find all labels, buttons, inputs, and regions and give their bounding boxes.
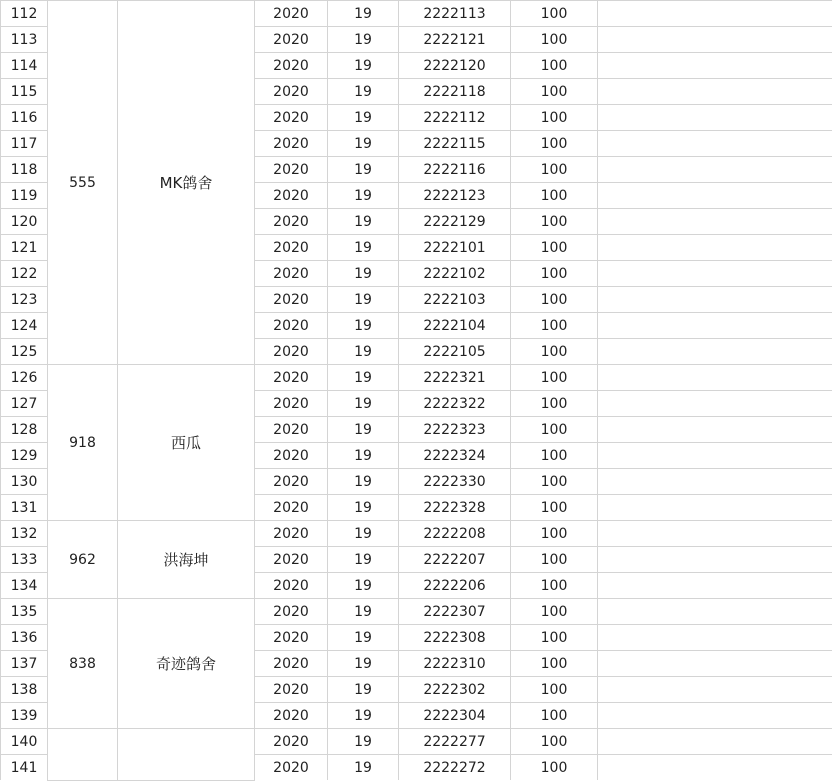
empty-cell[interactable]: [598, 417, 832, 443]
year-cell[interactable]: 2020: [255, 755, 328, 781]
loft-name-cell[interactable]: 西瓜: [118, 365, 255, 521]
loft-code-cell[interactable]: [48, 729, 118, 781]
score-cell[interactable]: 100: [511, 209, 598, 235]
ring-number-cell[interactable]: 2222304: [399, 703, 511, 729]
year-cell[interactable]: 2020: [255, 469, 328, 495]
empty-cell[interactable]: [598, 547, 832, 573]
age-cell[interactable]: 19: [328, 339, 399, 365]
score-cell[interactable]: 100: [511, 599, 598, 625]
year-cell[interactable]: 2020: [255, 53, 328, 79]
score-cell[interactable]: 100: [511, 391, 598, 417]
year-cell[interactable]: 2020: [255, 183, 328, 209]
score-cell[interactable]: 100: [511, 105, 598, 131]
score-cell[interactable]: 100: [511, 131, 598, 157]
score-cell[interactable]: 100: [511, 729, 598, 755]
ring-number-cell[interactable]: 2222113: [399, 1, 511, 27]
row-number: 129: [1, 443, 48, 469]
loft-name-cell[interactable]: 洪海坤: [118, 521, 255, 599]
year-cell[interactable]: 2020: [255, 105, 328, 131]
ring-number-cell[interactable]: 2222118: [399, 79, 511, 105]
empty-cell[interactable]: [598, 573, 832, 599]
empty-cell[interactable]: [598, 1, 832, 27]
ring-number-cell[interactable]: 2222112: [399, 105, 511, 131]
ring-number-cell[interactable]: 2222104: [399, 313, 511, 339]
year-cell[interactable]: 2020: [255, 235, 328, 261]
row-number: 141: [1, 755, 48, 781]
year-cell[interactable]: 2020: [255, 209, 328, 235]
age-cell[interactable]: 19: [328, 53, 399, 79]
score-cell[interactable]: 100: [511, 53, 598, 79]
row-number: 120: [1, 209, 48, 235]
ring-number-cell[interactable]: 2222328: [399, 495, 511, 521]
ring-number-cell[interactable]: 2222277: [399, 729, 511, 755]
empty-cell[interactable]: [598, 391, 832, 417]
year-cell[interactable]: 2020: [255, 1, 328, 27]
age-cell[interactable]: 19: [328, 677, 399, 703]
empty-cell[interactable]: [598, 313, 832, 339]
year-cell[interactable]: 2020: [255, 573, 328, 599]
empty-cell[interactable]: [598, 235, 832, 261]
row-number: 139: [1, 703, 48, 729]
year-cell[interactable]: 2020: [255, 547, 328, 573]
loft-name-cell[interactable]: 奇迹鸽舍: [118, 599, 255, 729]
ring-number-cell[interactable]: 2222324: [399, 443, 511, 469]
year-cell[interactable]: 2020: [255, 443, 328, 469]
year-cell[interactable]: 2020: [255, 339, 328, 365]
loft-name-cell[interactable]: MK鸽舍: [118, 1, 255, 365]
year-cell[interactable]: 2020: [255, 651, 328, 677]
empty-cell[interactable]: [598, 27, 832, 53]
age-cell[interactable]: 19: [328, 495, 399, 521]
score-cell[interactable]: 100: [511, 261, 598, 287]
year-cell[interactable]: 2020: [255, 287, 328, 313]
empty-cell[interactable]: [598, 599, 832, 625]
empty-cell[interactable]: [598, 79, 832, 105]
row-number: 136: [1, 625, 48, 651]
row-number: 115: [1, 79, 48, 105]
score-cell[interactable]: 100: [511, 443, 598, 469]
age-cell[interactable]: 19: [328, 287, 399, 313]
year-cell[interactable]: 2020: [255, 27, 328, 53]
empty-cell[interactable]: [598, 677, 832, 703]
ring-number-cell[interactable]: 2222121: [399, 27, 511, 53]
score-cell[interactable]: 100: [511, 417, 598, 443]
ring-number-cell[interactable]: 2222208: [399, 521, 511, 547]
empty-cell[interactable]: [598, 365, 832, 391]
row-number: 125: [1, 339, 48, 365]
empty-cell[interactable]: [598, 443, 832, 469]
age-cell[interactable]: 19: [328, 105, 399, 131]
row-number: 135: [1, 599, 48, 625]
ring-number-cell[interactable]: 2222308: [399, 625, 511, 651]
ring-number-cell[interactable]: 2222123: [399, 183, 511, 209]
row-number: 131: [1, 495, 48, 521]
year-cell[interactable]: 2020: [255, 677, 328, 703]
age-cell[interactable]: 19: [328, 625, 399, 651]
age-cell[interactable]: 19: [328, 651, 399, 677]
year-cell[interactable]: 2020: [255, 131, 328, 157]
empty-cell[interactable]: [598, 521, 832, 547]
row-number: 118: [1, 157, 48, 183]
row-number: 121: [1, 235, 48, 261]
loft-name-cell[interactable]: [118, 729, 255, 781]
score-cell[interactable]: 100: [511, 469, 598, 495]
year-cell[interactable]: 2020: [255, 365, 328, 391]
year-cell[interactable]: 2020: [255, 599, 328, 625]
table-row: [1, 599, 832, 625]
empty-cell[interactable]: [598, 651, 832, 677]
age-cell[interactable]: 19: [328, 365, 399, 391]
age-cell[interactable]: 19: [328, 209, 399, 235]
row-number: 134: [1, 573, 48, 599]
age-cell[interactable]: 19: [328, 599, 399, 625]
age-cell[interactable]: 19: [328, 1, 399, 27]
ring-number-cell[interactable]: 2222103: [399, 287, 511, 313]
row-number: 128: [1, 417, 48, 443]
score-cell[interactable]: 100: [511, 157, 598, 183]
table-row: [1, 1, 832, 27]
empty-cell[interactable]: [598, 729, 832, 755]
age-cell[interactable]: 19: [328, 261, 399, 287]
age-cell[interactable]: 19: [328, 131, 399, 157]
table-row: [1, 729, 832, 755]
year-cell[interactable]: 2020: [255, 313, 328, 339]
empty-cell[interactable]: [598, 339, 832, 365]
age-cell[interactable]: 19: [328, 157, 399, 183]
score-cell[interactable]: 100: [511, 651, 598, 677]
score-cell[interactable]: 100: [511, 625, 598, 651]
row-number: 133: [1, 547, 48, 573]
score-cell[interactable]: 100: [511, 521, 598, 547]
empty-cell[interactable]: [598, 469, 832, 495]
ring-number-cell[interactable]: 2222321: [399, 365, 511, 391]
ring-number-cell[interactable]: 2222272: [399, 755, 511, 781]
row-number: 137: [1, 651, 48, 677]
row-number: 116: [1, 105, 48, 131]
row-number: 140: [1, 729, 48, 755]
ring-number-cell[interactable]: 2222206: [399, 573, 511, 599]
row-number: 114: [1, 53, 48, 79]
age-cell[interactable]: 19: [328, 469, 399, 495]
year-cell[interactable]: 2020: [255, 417, 328, 443]
empty-cell[interactable]: [598, 287, 832, 313]
year-cell[interactable]: 2020: [255, 261, 328, 287]
score-cell[interactable]: 100: [511, 79, 598, 105]
score-cell[interactable]: 100: [511, 235, 598, 261]
age-cell[interactable]: 19: [328, 573, 399, 599]
empty-cell[interactable]: [598, 261, 832, 287]
year-cell[interactable]: 2020: [255, 157, 328, 183]
row-number: 117: [1, 131, 48, 157]
age-cell[interactable]: 19: [328, 313, 399, 339]
ring-number-cell[interactable]: 2222207: [399, 547, 511, 573]
row-number: 123: [1, 287, 48, 313]
loft-code-cell[interactable]: 918: [48, 365, 118, 521]
ring-number-cell[interactable]: 2222323: [399, 417, 511, 443]
age-cell[interactable]: 19: [328, 27, 399, 53]
empty-cell[interactable]: [598, 625, 832, 651]
score-cell[interactable]: 100: [511, 27, 598, 53]
year-cell[interactable]: 2020: [255, 391, 328, 417]
age-cell[interactable]: 19: [328, 729, 399, 755]
loft-code-cell[interactable]: 962: [48, 521, 118, 599]
score-cell[interactable]: 100: [511, 1, 598, 27]
ring-number-cell[interactable]: 2222116: [399, 157, 511, 183]
age-cell[interactable]: 19: [328, 183, 399, 209]
row-number: 138: [1, 677, 48, 703]
age-cell[interactable]: 19: [328, 391, 399, 417]
ring-number-cell[interactable]: 2222120: [399, 53, 511, 79]
age-cell[interactable]: 19: [328, 521, 399, 547]
age-cell[interactable]: 19: [328, 703, 399, 729]
score-cell[interactable]: 100: [511, 339, 598, 365]
ring-number-cell[interactable]: 2222102: [399, 261, 511, 287]
loft-code-cell[interactable]: 838: [48, 599, 118, 729]
empty-cell[interactable]: [598, 131, 832, 157]
ring-number-cell[interactable]: 2222330: [399, 469, 511, 495]
empty-cell[interactable]: [598, 53, 832, 79]
year-cell[interactable]: 2020: [255, 729, 328, 755]
score-cell[interactable]: 100: [511, 547, 598, 573]
score-cell[interactable]: 100: [511, 703, 598, 729]
year-cell[interactable]: 2020: [255, 495, 328, 521]
year-cell[interactable]: 2020: [255, 625, 328, 651]
age-cell[interactable]: 19: [328, 443, 399, 469]
score-cell[interactable]: 100: [511, 495, 598, 521]
year-cell[interactable]: 2020: [255, 521, 328, 547]
empty-cell[interactable]: [598, 209, 832, 235]
age-cell[interactable]: 19: [328, 547, 399, 573]
score-cell[interactable]: 100: [511, 755, 598, 781]
ring-number-cell[interactable]: 2222105: [399, 339, 511, 365]
year-cell[interactable]: 2020: [255, 703, 328, 729]
score-cell[interactable]: 100: [511, 573, 598, 599]
age-cell[interactable]: 19: [328, 79, 399, 105]
ring-number-cell[interactable]: 2222307: [399, 599, 511, 625]
score-cell[interactable]: 100: [511, 313, 598, 339]
ring-number-cell[interactable]: 2222302: [399, 677, 511, 703]
table-row: [1, 521, 832, 547]
ring-number-cell[interactable]: 2222101: [399, 235, 511, 261]
empty-cell[interactable]: [598, 157, 832, 183]
score-cell[interactable]: 100: [511, 365, 598, 391]
table-row: [1, 365, 832, 391]
empty-cell[interactable]: [598, 183, 832, 209]
score-cell[interactable]: 100: [511, 677, 598, 703]
loft-code-cell[interactable]: 555: [48, 1, 118, 365]
age-cell[interactable]: 19: [328, 755, 399, 781]
empty-cell[interactable]: [598, 105, 832, 131]
row-number: 127: [1, 391, 48, 417]
row-number: 119: [1, 183, 48, 209]
age-cell[interactable]: 19: [328, 235, 399, 261]
age-cell[interactable]: 19: [328, 417, 399, 443]
empty-cell[interactable]: [598, 703, 832, 729]
row-number: 122: [1, 261, 48, 287]
score-cell[interactable]: 100: [511, 287, 598, 313]
row-number: 126: [1, 365, 48, 391]
ring-number-cell[interactable]: 2222310: [399, 651, 511, 677]
ring-number-cell[interactable]: 2222115: [399, 131, 511, 157]
year-cell[interactable]: 2020: [255, 79, 328, 105]
ring-number-cell[interactable]: 2222129: [399, 209, 511, 235]
row-number: 132: [1, 521, 48, 547]
row-number: 130: [1, 469, 48, 495]
row-number: 112: [1, 1, 48, 27]
ring-number-cell[interactable]: 2222322: [399, 391, 511, 417]
empty-cell[interactable]: [598, 495, 832, 521]
row-number: 124: [1, 313, 48, 339]
row-number: 113: [1, 27, 48, 53]
score-cell[interactable]: 100: [511, 183, 598, 209]
empty-cell[interactable]: [598, 755, 832, 781]
